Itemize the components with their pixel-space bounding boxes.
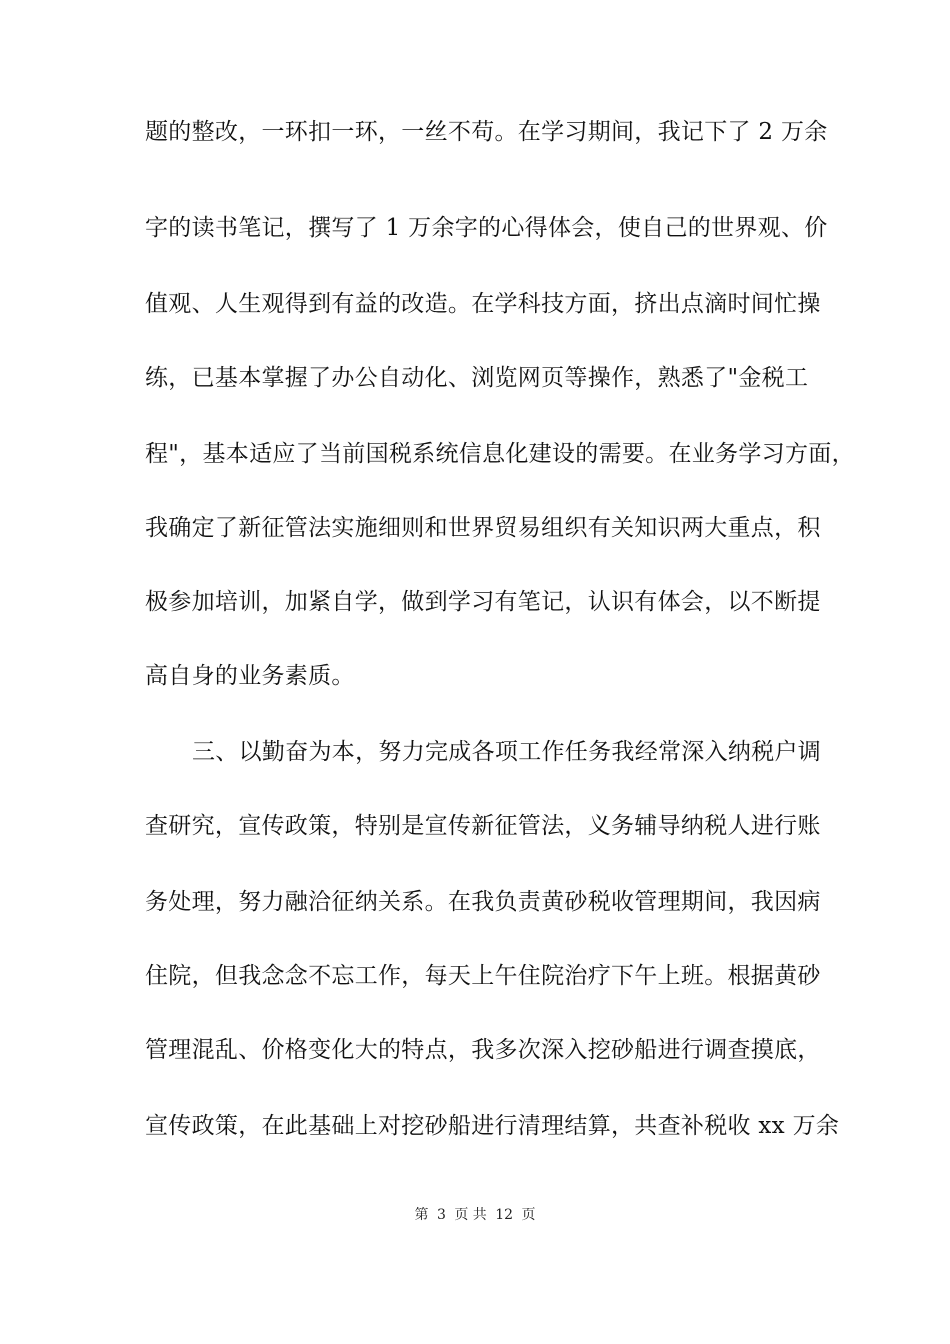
body-line-indented: 三、以勤奋为本，努力完成各项工作任务我经常深入纳税户调 <box>192 739 822 765</box>
body-line: 题的整改，一环扣一环，一丝不苟。在学习期间，我记下了 2 万余 <box>145 119 828 145</box>
footer-suffix: 页 <box>521 1207 536 1223</box>
body-line: 住院，但我念念不忘工作，每天上午住院治疗下午上班。根据黄砂 <box>145 963 821 989</box>
body-line: 高自身的业务素质。 <box>145 663 355 689</box>
footer-total-pages: 12 <box>495 1207 514 1223</box>
body-line: 练，已基本掌握了办公自动化、浏览网页等操作，熟悉了"金税工 <box>145 365 809 391</box>
body-line: 我确定了新征管法实施细则和世界贸易组织有关知识两大重点，积 <box>145 515 821 541</box>
body-line: 管理混乱、价格变化大的特点，我多次深入挖砂船进行调查摸底， <box>145 1037 821 1063</box>
page-footer <box>0 1205 950 1225</box>
body-line: 极参加培训，加紧自学，做到学习有笔记，认识有体会，以不断提 <box>145 589 821 615</box>
body-line: 程"，基本适应了当前国税系统信息化建设的需要。在业务学习方面， <box>145 441 855 467</box>
body-line: 宣传政策，在此基础上对挖砂船进行清理结算，共查补税收 xx 万余 <box>145 1113 840 1139</box>
footer-middle: 页 共 <box>454 1207 487 1223</box>
body-line: 务处理，努力融洽征纳关系。在我负责黄砂税收管理期间，我因病 <box>145 889 821 915</box>
body-line: 字的读书笔记，撰写了 1 万余字的心得体会，使自己的世界观、价 <box>145 215 828 241</box>
footer-current-page: 3 <box>436 1207 446 1223</box>
body-line: 值观、人生观得到有益的改造。在学科技方面，挤出点滴时间忙操 <box>145 291 821 317</box>
body-line: 查研究，宣传政策，特别是宣传新征管法，义务辅导纳税人进行账 <box>145 813 821 839</box>
footer-prefix: 第 <box>414 1207 429 1223</box>
